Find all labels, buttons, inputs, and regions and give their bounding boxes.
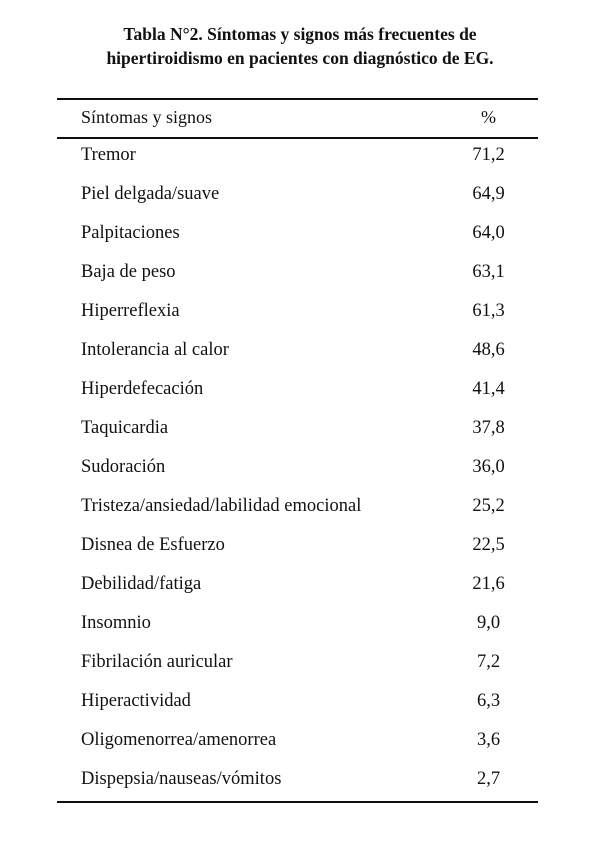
symptom-label: Piel delgada/suave: [81, 184, 220, 204]
table-row: [57, 724, 538, 763]
symptom-label: Tristeza/ansiedad/labilidad emocional: [81, 496, 362, 516]
percent-value: 22,5: [472, 535, 505, 555]
table-row: [57, 295, 538, 334]
percent-value: 21,6: [472, 574, 505, 594]
table-row: [57, 490, 538, 529]
symptom-label: Insomnio: [81, 613, 151, 633]
table-row: [57, 178, 538, 217]
table-body: [57, 139, 538, 802]
table-row: [57, 256, 538, 295]
table-row: [57, 373, 538, 412]
symptom-label: Baja de peso: [81, 262, 176, 282]
percent-value: 9,0: [476, 613, 501, 633]
percent-value: 37,8: [472, 418, 505, 438]
symptom-label: Taquicardia: [81, 418, 169, 438]
percent-value: 61,3: [472, 301, 505, 321]
symptom-label: Sudoración: [81, 457, 166, 477]
column-header-symptoms: Síntomas y signos: [81, 107, 213, 127]
table-row: [57, 685, 538, 724]
symptom-label: Hiperreflexia: [81, 301, 180, 321]
percent-value: 64,0: [472, 223, 505, 243]
table-row: [57, 646, 538, 685]
column-header-percent: %: [481, 107, 496, 127]
table-row: [57, 139, 538, 178]
percent-value: 2,7: [476, 769, 501, 789]
percent-value: 25,2: [472, 496, 505, 516]
percent-value: 41,4: [472, 379, 505, 399]
table-bottom-rule: [57, 801, 538, 803]
symptom-label: Dispepsia/nauseas/vómitos: [81, 769, 282, 789]
percent-value: 36,0: [472, 457, 505, 477]
percent-value: 71,2: [472, 145, 505, 165]
table-row: [57, 412, 538, 451]
symptom-label: Palpitaciones: [81, 223, 180, 243]
table-row: [57, 568, 538, 607]
percent-value: 6,3: [476, 691, 501, 711]
table-row: [57, 529, 538, 568]
table-caption: [30, 22, 570, 70]
caption-line-1: Tabla N°2. Síntomas y signos más frecuentes de: [123, 24, 477, 44]
symptom-label: Hiperdefecación: [81, 379, 204, 399]
table-row: [57, 334, 538, 373]
table-row: [57, 607, 538, 646]
percent-value: 64,9: [472, 184, 505, 204]
table-row: [57, 217, 538, 256]
caption-line-2: hipertiroidismo en pacientes con diagnóstico de EG.: [106, 48, 494, 68]
symptom-label: Intolerancia al calor: [81, 340, 229, 360]
table-row: [57, 451, 538, 490]
table-top-rule: [57, 98, 538, 100]
symptom-label: Tremor: [81, 145, 136, 165]
symptom-label: Hiperactividad: [81, 691, 191, 711]
symptom-label: Oligomenorrea/amenorrea: [81, 730, 277, 750]
percent-value: 7,2: [476, 652, 501, 672]
percent-value: 48,6: [472, 340, 505, 360]
symptom-label: Disnea de Esfuerzo: [81, 535, 225, 555]
table-row: [57, 763, 538, 802]
percent-value: 63,1: [472, 262, 505, 282]
symptom-label: Fibrilación auricular: [81, 652, 233, 672]
percent-value: 3,6: [476, 730, 501, 750]
symptom-label: Debilidad/fatiga: [81, 574, 202, 594]
